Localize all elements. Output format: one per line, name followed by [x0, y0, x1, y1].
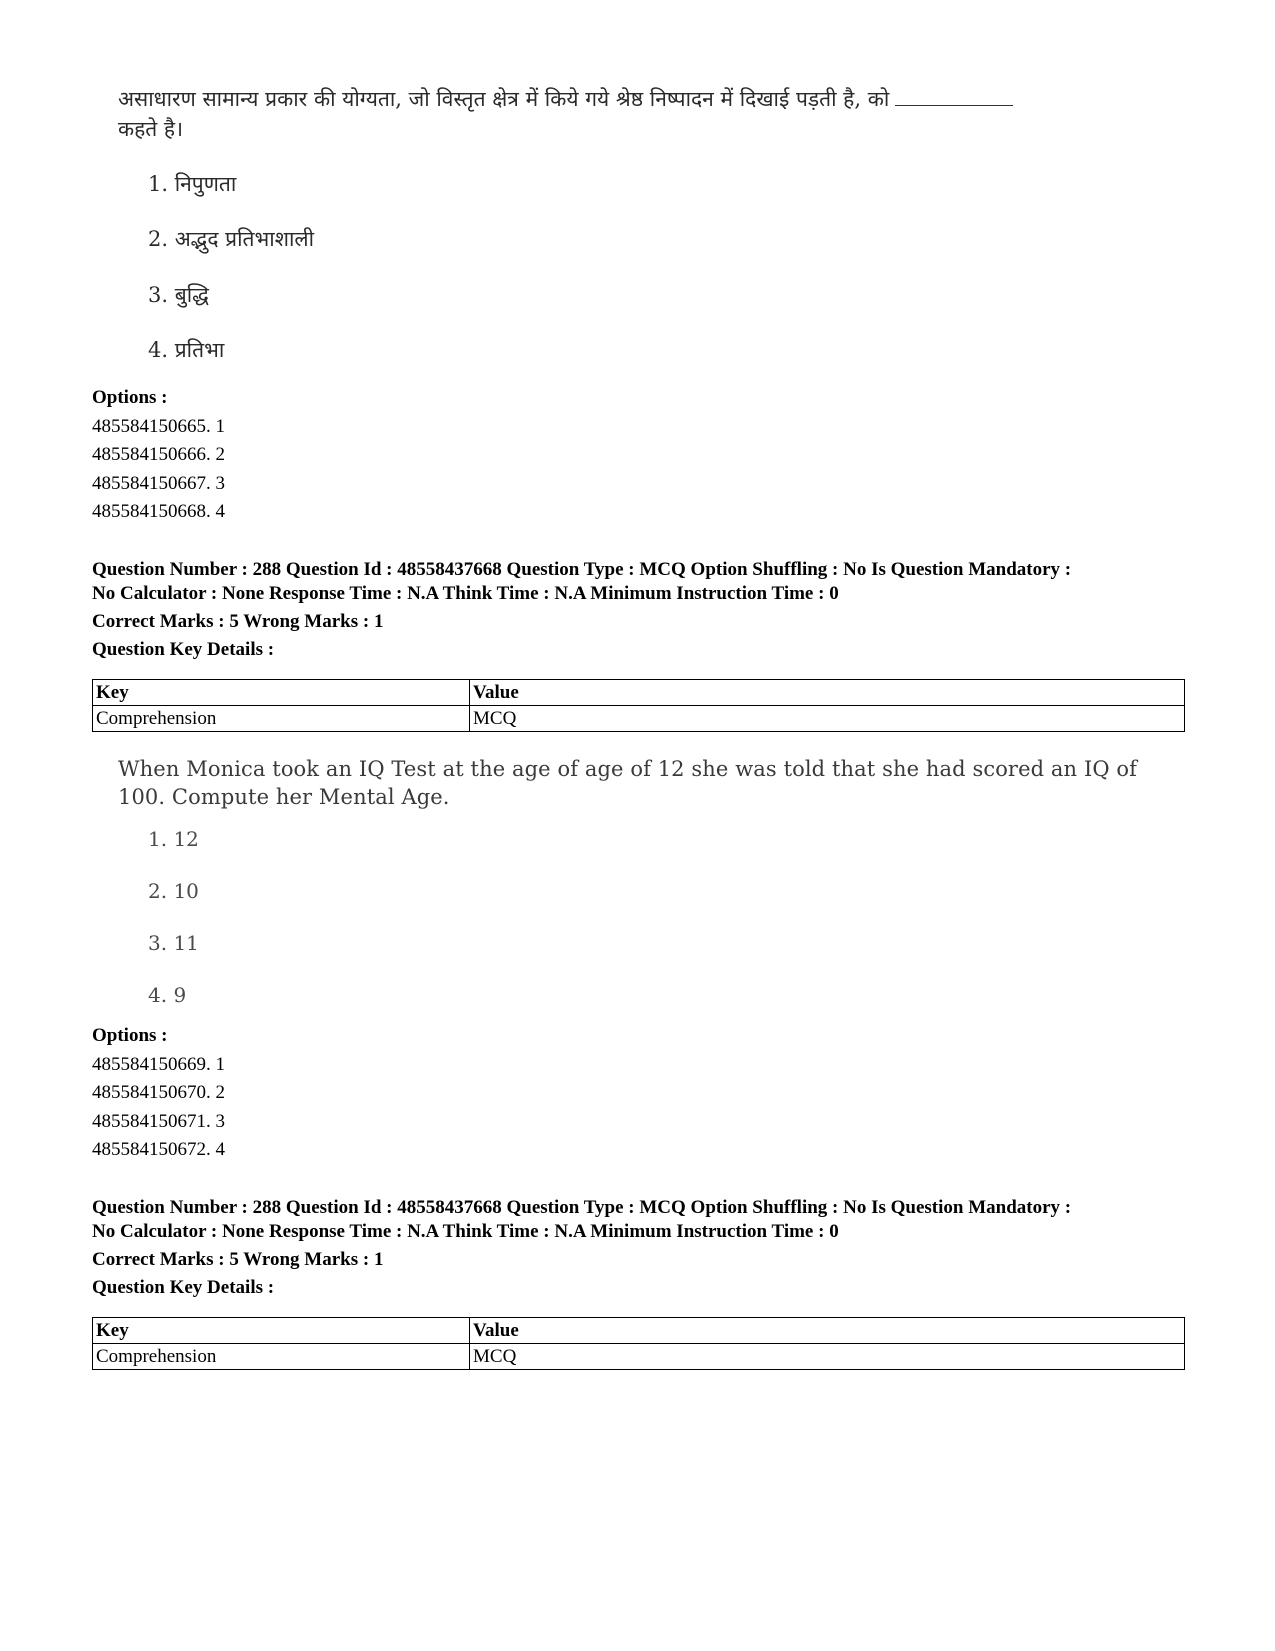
question-stem-text: असाधारण सामान्य प्रकार की योग्यता, जो विस्तृत क्षेत्र में किये गये श्रेष्ठ निष्पादन में दिखाई पड़ती है, को — [118, 87, 890, 111]
meta-line-1: Question Number : 288 Question Id : 48558437668 Question Type : MCQ Option Shuffling : No Is Question Mandatory : — [92, 559, 1072, 580]
table-row — [93, 1344, 1185, 1370]
key-details-table — [92, 1317, 1185, 1370]
options-block — [92, 1022, 225, 1165]
key-details-table — [92, 679, 1185, 732]
marks-line: Correct Marks : 5 Wrong Marks : 1 — [92, 1249, 384, 1270]
table-header-value: Value — [470, 1318, 1185, 1344]
table-header-key: Key — [93, 680, 470, 706]
table-header-row — [93, 680, 1185, 706]
question-stem-end: कहते है। — [118, 117, 184, 141]
choice-2: 2. 10 — [148, 879, 199, 903]
table-header-value: Value — [470, 680, 1185, 706]
table-header-key: Key — [93, 1318, 470, 1344]
option-item: 485584150665. 1 — [92, 415, 225, 437]
question-image-hindi — [118, 84, 1138, 362]
option-item: 485584150669. 1 — [92, 1053, 225, 1075]
key-details-label: Question Key Details : — [92, 1277, 275, 1298]
options-header: Options : — [92, 387, 168, 408]
choice-4: 4. 9 — [148, 983, 187, 1007]
option-item: 485584150671. 3 — [92, 1110, 225, 1132]
table-cell-value: MCQ — [470, 1344, 1185, 1370]
table-header-row — [93, 1318, 1185, 1344]
option-item: 485584150670. 2 — [92, 1082, 225, 1103]
choice-3: 3. बुद्धि — [148, 283, 209, 307]
answer-blank — [895, 91, 1013, 106]
choice-3: 3. 11 — [148, 931, 199, 955]
choice-2: 2. अद्भुद प्रतिभाशाली — [148, 227, 315, 251]
meta-line-2: No Calculator : None Response Time : N.A Think Time : N.A Minimum Instruction Time : 0 — [92, 583, 839, 604]
table-cell-value: MCQ — [470, 706, 1185, 732]
table-cell-key: Comprehension — [93, 706, 470, 732]
option-item: 485584150672. 4 — [92, 1139, 225, 1160]
choice-1: 1. 12 — [148, 827, 199, 851]
options-header: Options : — [92, 1025, 168, 1046]
choice-1: 1. निपुणता — [148, 172, 237, 196]
table-row — [93, 706, 1185, 732]
question-stem: When Monica took an IQ Test at the age of age of 12 she was told that she had scored an IQ of 100. Compute her Mental Age. — [118, 757, 1138, 809]
option-item: 485584150666. 2 — [92, 444, 225, 465]
meta-line-1: Question Number : 288 Question Id : 48558437668 Question Type : MCQ Option Shuffling : No Is Question Mandatory : — [92, 1197, 1072, 1218]
question-meta — [92, 1196, 1202, 1300]
question-stem — [118, 84, 1138, 144]
option-item: 485584150668. 4 — [92, 501, 225, 522]
question-meta — [92, 558, 1202, 662]
choice-4: 4. प्रतिभा — [148, 338, 225, 362]
question-image-english — [118, 755, 1138, 1007]
key-details-label: Question Key Details : — [92, 639, 275, 660]
table-cell-key: Comprehension — [93, 1344, 470, 1370]
marks-line: Correct Marks : 5 Wrong Marks : 1 — [92, 611, 384, 632]
option-item: 485584150667. 3 — [92, 472, 225, 494]
meta-line-2: No Calculator : None Response Time : N.A Think Time : N.A Minimum Instruction Time : 0 — [92, 1221, 839, 1242]
options-block — [92, 384, 225, 527]
